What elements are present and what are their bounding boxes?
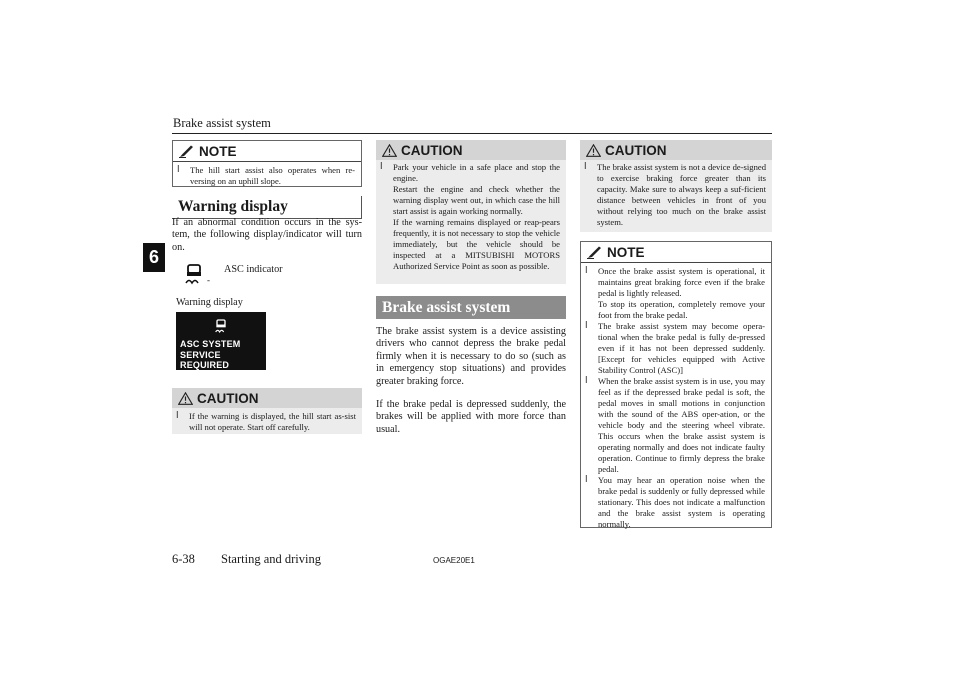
note-item: l The brake assist system may become opera-tional when the brake pedal is fully de-pressed even if it has not been depressed suddenly. [Except for vehicles equipped with Active Stability Control (ASC)] xyxy=(585,321,765,375)
note-label: NOTE xyxy=(607,244,645,260)
asc-display-skid-icon xyxy=(213,318,229,334)
brake-assist-body xyxy=(376,326,566,436)
note-item: l The hill start assist also operates when re-versing on an uphill slope. xyxy=(177,165,355,186)
bullet-icon: l xyxy=(585,475,588,485)
caution-item: l Park your vehicle in a safe place and stop the engine. Restart the engine and check whether the warning display went out, in which case the hill start assist is again working normally. If the warning remains displayed or reap-pears frequently, it is not necessary to stop the vehicle immediately, but the vehicle should be inspected at a MITSUBISHI MOTORS Authorized Service Point as soon as possible. xyxy=(380,162,560,271)
caution-label: CAUTION xyxy=(605,142,667,158)
caution-item: l The brake assist system is not a device de-signed to exercise braking force greater than its capacity. Make sure to always keep a suf-ficient distance between vehicles in front of you without relying too much on the brake assist system. xyxy=(584,162,766,227)
brake-assist-heading: Brake assist system xyxy=(376,296,566,319)
warning-display-heading: Warning display xyxy=(172,196,362,219)
bullet-icon: l xyxy=(176,411,179,421)
bullet-icon: l xyxy=(585,266,588,276)
warning-intro-text: If an abnormal condition occurs in the sys-tem, the following display/indicator will turn on. xyxy=(172,217,362,253)
left-note-box xyxy=(172,140,362,187)
bullet-icon: l xyxy=(380,162,383,172)
caution-item: l If the warning is displayed, the hill start as-sist will not operate. Start off carefully. xyxy=(176,411,356,432)
note-label: NOTE xyxy=(199,143,237,159)
bullet-icon: l xyxy=(584,162,587,172)
footer-chapter: Starting and driving xyxy=(221,552,321,566)
paragraph: If the brake pedal is depressed suddenly, the brakes will be applied with more force than usual. xyxy=(376,399,566,435)
display-line-2: SERVICE REQUIRED xyxy=(180,350,230,370)
warning-triangle-icon xyxy=(178,392,193,405)
caution-label: CAUTION xyxy=(197,390,259,406)
bullet-icon: l xyxy=(585,321,588,331)
note-pencil-icon xyxy=(179,145,195,158)
asc-indicator-dash: - xyxy=(207,275,210,285)
note-item: l Once the brake assist system is operational, it maintains great braking force even if the brake pedal is lightly released. To stop its operation, completely remove your foot from the brake pedal. xyxy=(585,266,765,320)
header-rule xyxy=(172,133,772,134)
caution-header xyxy=(376,140,566,160)
bullet-icon: l xyxy=(177,165,180,175)
left-caution-box xyxy=(172,388,362,434)
asc-indicator-label: ASC indicator xyxy=(224,264,283,275)
right-caution-box xyxy=(580,140,772,232)
paragraph: The brake assist system is a device assisting drivers who cannot depress the brake pedal firmly when it is necessary to do so (such as in emergency stop situations) and provides greater braking force. xyxy=(376,326,566,387)
note-header xyxy=(173,141,361,162)
note-header xyxy=(581,242,771,263)
right-note-box xyxy=(580,241,772,528)
middle-caution-box xyxy=(376,140,566,284)
chapter-tab: 6 xyxy=(143,243,165,272)
footer-code: OGAE20E1 xyxy=(433,556,475,565)
caution-label: CAUTION xyxy=(401,142,463,158)
page-header-title: Brake assist system xyxy=(173,116,271,130)
warning-triangle-icon xyxy=(382,144,397,157)
footer-page-number: 6-38 xyxy=(172,552,195,566)
asc-skid-icon xyxy=(182,262,206,286)
note-item: l When the brake assist system is in use, you may feel as if the depressed brake pedal is soft, the pedal moves in small motions in conjunction with the sound of the ABS oper-ation, or the vehicle body and the steering wheel vibrate. This occurs when the brake assist system is operating normally and does not indicate faulty operation. Continue to firmly depress the brake pedal. xyxy=(585,376,765,474)
asc-warning-display xyxy=(176,312,266,370)
warning-triangle-icon xyxy=(586,144,601,157)
bullet-icon: l xyxy=(585,376,588,386)
note-item: l You may hear an operation noise when the brake pedal is suddenly or fully depressed while stationary. This does not indicate a malfunction and the brake assist system is operating normally. xyxy=(585,475,765,529)
display-line-1: ASC SYSTEM xyxy=(180,339,241,349)
caution-header xyxy=(172,388,362,408)
caution-header xyxy=(580,140,772,160)
note-pencil-icon xyxy=(587,246,603,259)
warning-display-label: Warning display xyxy=(176,297,243,308)
